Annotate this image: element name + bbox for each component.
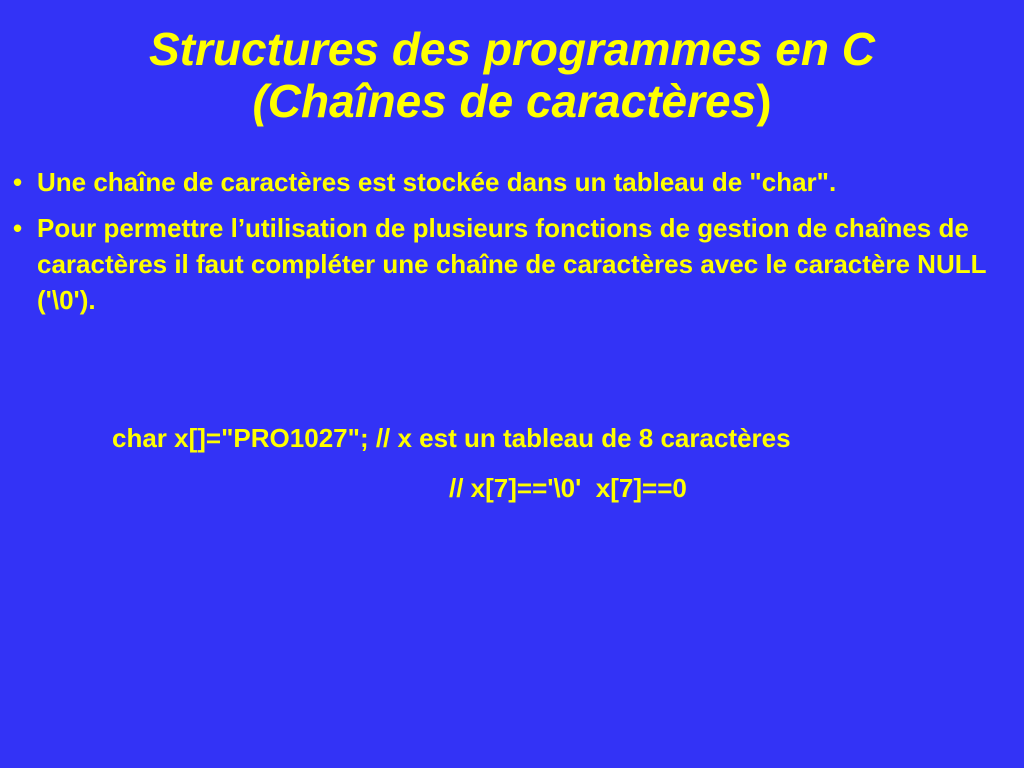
bullet-text-2: Pour permettre l’utilisation de plusieurs fonctions de gestion de chaînes de caractères il faut compléter une chaîne de caractères avec le caractère NULL ('\0'). bbox=[37, 213, 987, 315]
title-line-2-text: (Chaînes de caractères bbox=[252, 75, 757, 127]
title-line-1: Structures des programmes en C bbox=[148, 23, 875, 75]
bullet-text-1: Une chaîne de caractères est stockée dans un tableau de "char". bbox=[37, 167, 837, 197]
slide-title bbox=[0, 23, 1024, 127]
bullet-icon: • bbox=[13, 213, 23, 243]
code-example-line-1: char x[]="PRO1027"; // x est un tableau de 8 caractères bbox=[112, 423, 791, 453]
title-closing-paren: ) bbox=[756, 75, 772, 127]
code-example-line-2: // x[7]=='\0' x[7]==0 bbox=[449, 473, 687, 503]
bullet-item-1 bbox=[13, 164, 1003, 200]
bullet-icon: • bbox=[13, 167, 23, 197]
title-line-2 bbox=[0, 75, 1024, 127]
bullet-list bbox=[13, 164, 1003, 328]
bullet-item-2 bbox=[13, 210, 1003, 318]
